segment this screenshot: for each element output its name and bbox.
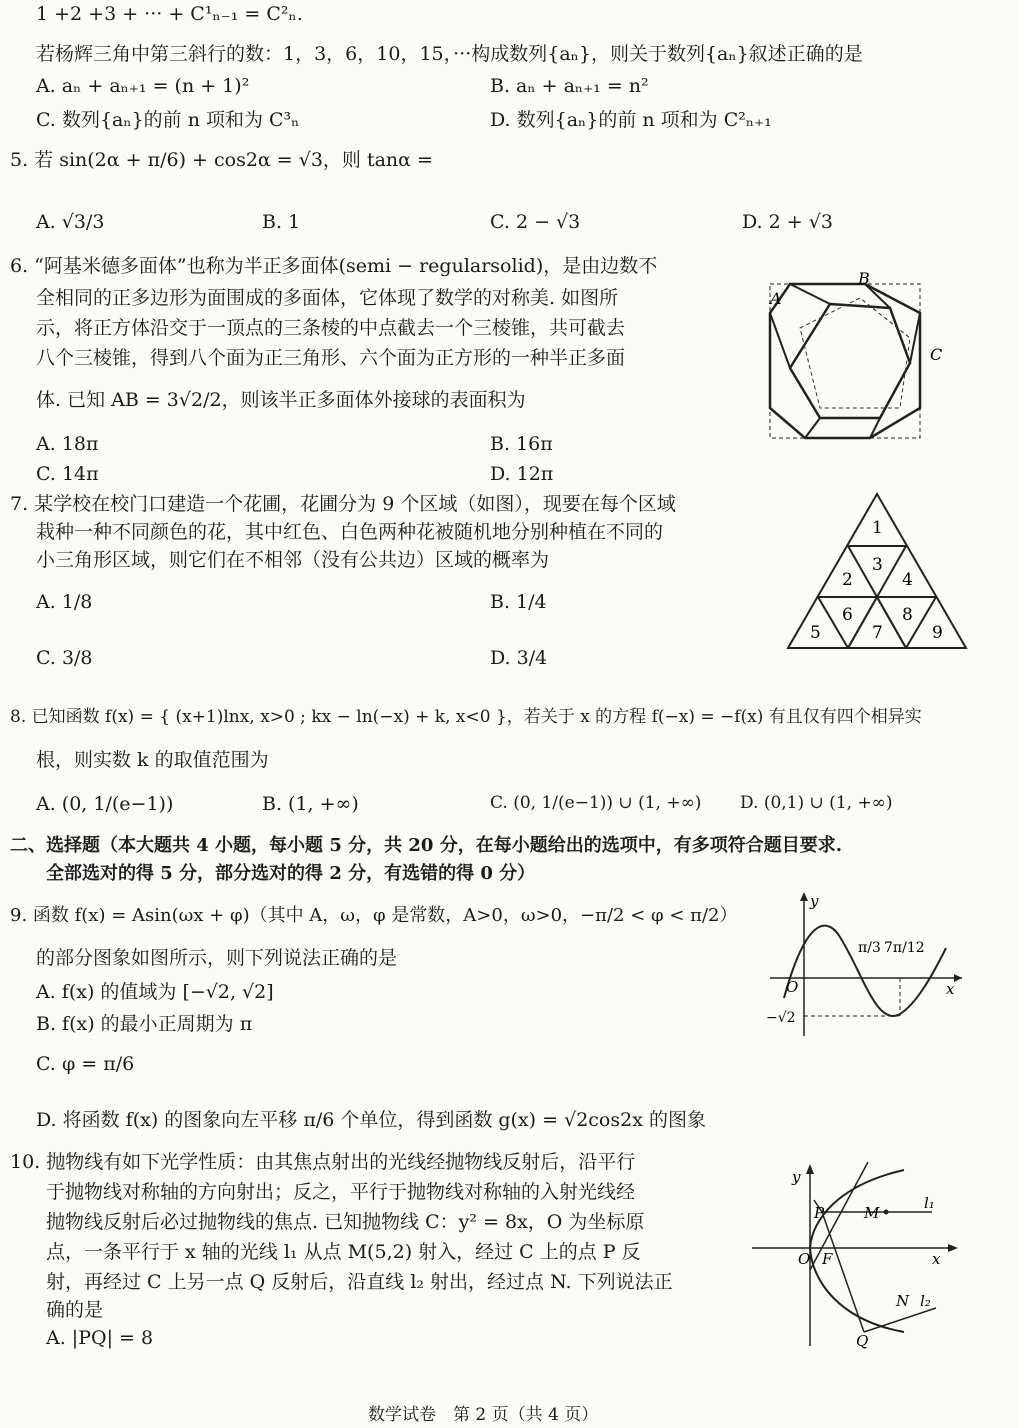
- min-value-label: −√2: [766, 1010, 796, 1026]
- region-3: 3: [872, 555, 883, 575]
- q7-option-d: D. 3/4: [490, 647, 548, 669]
- q8-option-a: A. (0, 1/(e−1)): [36, 793, 174, 815]
- line-l1-label: l₁: [924, 1194, 935, 1212]
- q4-option-b: B. aₙ + aₙ₊₁ = n²: [490, 75, 649, 97]
- origin-label: O: [798, 1250, 811, 1268]
- origin-label: O: [786, 978, 799, 996]
- q5-option-a: A. √3/3: [36, 211, 105, 233]
- q9-option-c: C. φ = π/6: [36, 1053, 135, 1075]
- focus-label: F: [822, 1250, 833, 1268]
- q7-line-1: 7. 某学校在校门口建造一个花圃，花圃分为 9 个区域（如图），现要在每个区域: [10, 493, 676, 515]
- region-9: 9: [932, 623, 943, 643]
- parabola-reflection-figure: [748, 1160, 972, 1350]
- q6-line-2: 全相同的正多边形为面围成的多面体，它体现了数学的对称美. 如图所: [36, 287, 619, 309]
- q8-line-1: 8. 已知函数 f(x) = { (x+1)lnx, x>0 ; kx − ln(−x) + k, x<0 }，若关于 x 的方程 f(−x) = −f(x) 有且仅有四个相异实: [10, 707, 922, 727]
- q9-line-1: 9. 函数 f(x) = Asin(ωx + φ)（其中 A，ω，φ 是常数，A>0，ω>0，−π/2 < φ < π/2）: [10, 905, 738, 926]
- x-axis-label: x: [946, 980, 955, 998]
- point-a-label: A: [770, 289, 782, 308]
- q8-option-c: C. (0, 1/(e−1)) ∪ (1, +∞): [490, 793, 702, 813]
- section-2-heading: 二、选择题（本大题共 4 小题，每小题 5 分，共 20 分，在每小题给出的选项中，有多项符合题目要求.: [10, 835, 842, 856]
- point-q-label: Q: [856, 1332, 869, 1350]
- q6-option-a: A. 18π: [36, 433, 99, 455]
- q10-option-a: A. |PQ| = 8: [46, 1327, 154, 1349]
- q8-line-2: 根，则实数 k 的取值范围为: [36, 749, 269, 771]
- sine-graph-figure: [766, 888, 966, 1040]
- page-footer: 数学试卷 第 2 页（共 4 页）: [368, 1405, 599, 1425]
- semiregular-polyhedron-figure: [760, 268, 950, 444]
- tick-7pi-over-12: 7π/12: [884, 940, 925, 956]
- q6-option-c: C. 14π: [36, 463, 99, 485]
- q10-line-4: 点，一条平行于 x 轴的光线 l₁ 从点 M(5,2) 射入，经过 C 上的点 P 反: [46, 1241, 641, 1263]
- q7-option-a: A. 1/8: [36, 591, 93, 613]
- q10-line-5: 射，再经过 C 上另一点 Q 反射后，沿直线 l₂ 射出，经过点 N. 下列说法正: [46, 1271, 673, 1293]
- q4-option-a: A. aₙ + aₙ₊₁ = (n + 1)²: [36, 75, 250, 97]
- q6-line-3: 示，将正方体沿交于一顶点的三条棱的中点截去一个三棱锥，共可截去: [36, 317, 626, 339]
- q6-line-1: 6. “阿基米德多面体”也称为半正多面体(semi − regularsolid)，是由边数不: [10, 255, 658, 277]
- q6-option-b: B. 16π: [490, 433, 553, 455]
- q9-option-d: D. 将函数 f(x) 的图象向左平移 π/6 个单位，得到函数 g(x) = √2cos2x 的图象: [36, 1109, 706, 1131]
- point-n-label: N: [896, 1292, 910, 1310]
- x-axis-label: x: [932, 1250, 941, 1268]
- q7-line-3: 小三角形区域，则它们在不相邻（没有公共边）区域的概率为: [36, 549, 550, 571]
- q10-line-1: 10. 抛物线有如下光学性质：由其焦点射出的光线经抛物线反射后，沿平行: [10, 1151, 636, 1173]
- q6-option-d: D. 12π: [490, 463, 554, 485]
- q4-option-c: C. 数列{aₙ}的前 n 项和为 C³ₙ: [36, 109, 300, 131]
- q4-option-d: D. 数列{aₙ}的前 n 项和为 C²ₙ₊₁: [490, 109, 772, 131]
- q10-line-6: 确的是: [46, 1299, 104, 1321]
- q7-line-2: 栽种一种不同颜色的花，其中红色、白色两种花被随机地分别种植在不同的: [36, 521, 664, 543]
- y-axis-label: y: [792, 1168, 801, 1186]
- point-m-label: M: [864, 1204, 880, 1222]
- point-b-label: B: [858, 269, 870, 288]
- q5-option-d: D. 2 + √3: [742, 211, 833, 233]
- line-l2-label: l₂: [920, 1292, 931, 1310]
- region-4: 4: [902, 570, 913, 590]
- q8-option-d: D. (0,1) ∪ (1, +∞): [740, 793, 893, 813]
- tick-pi-over-3: π/3: [858, 940, 881, 956]
- q6-line-5: 体. 已知 AB = 3√2/2，则该半正多面体外接球的表面积为: [36, 389, 526, 411]
- q5-option-c: C. 2 − √3: [490, 211, 581, 233]
- q9-option-b: B. f(x) 的最小正周期为 π: [36, 1013, 253, 1035]
- region-7: 7: [872, 623, 883, 643]
- q4-stem: 若杨辉三角中第三斜行的数：1，3，6，10，15，···构成数列{aₙ}，则关于数列{aₙ}叙述正确的是: [36, 43, 863, 65]
- q9-option-a: A. f(x) 的值域为 [−√2, √2]: [36, 981, 274, 1003]
- q5-stem: 5. 若 sin(2α + π/6) + cos2α = √3，则 tanα =: [10, 149, 433, 171]
- region-5: 5: [810, 623, 821, 643]
- point-c-label: C: [930, 345, 943, 364]
- point-p-label: P: [814, 1204, 825, 1222]
- q6-line-4: 八个三棱锥，得到八个面为正三角形、六个面为正方形的一种半正多面: [36, 347, 626, 369]
- q5-option-b: B. 1: [262, 211, 301, 233]
- q10-line-2: 于抛物线对称轴的方向射出；反之，平行于抛物线对称轴的入射光线经: [46, 1181, 636, 1203]
- region-1: 1: [872, 518, 883, 538]
- section-2-note: 全部选对的得 5 分，部分选对的得 2 分，有选错的得 0 分）: [46, 863, 536, 884]
- region-6: 6: [842, 605, 853, 625]
- q7-option-b: B. 1/4: [490, 591, 547, 613]
- q10-line-3: 抛物线反射后必过抛物线的焦点. 已知抛物线 C：y² = 8x，O 为坐标原: [46, 1211, 645, 1233]
- q7-option-c: C. 3/8: [36, 647, 93, 669]
- y-axis-label: y: [810, 892, 819, 910]
- flower-bed-triangle-figure: [786, 490, 972, 654]
- formula-line: 1 +2 +3 + ··· + C¹ₙ₋₁ = C²ₙ.: [36, 3, 303, 25]
- q9-line-2: 的部分图象如图所示，则下列说法正确的是: [36, 947, 398, 969]
- q8-option-b: B. (1, +∞): [262, 793, 359, 815]
- region-2: 2: [842, 570, 853, 590]
- region-8: 8: [902, 605, 913, 625]
